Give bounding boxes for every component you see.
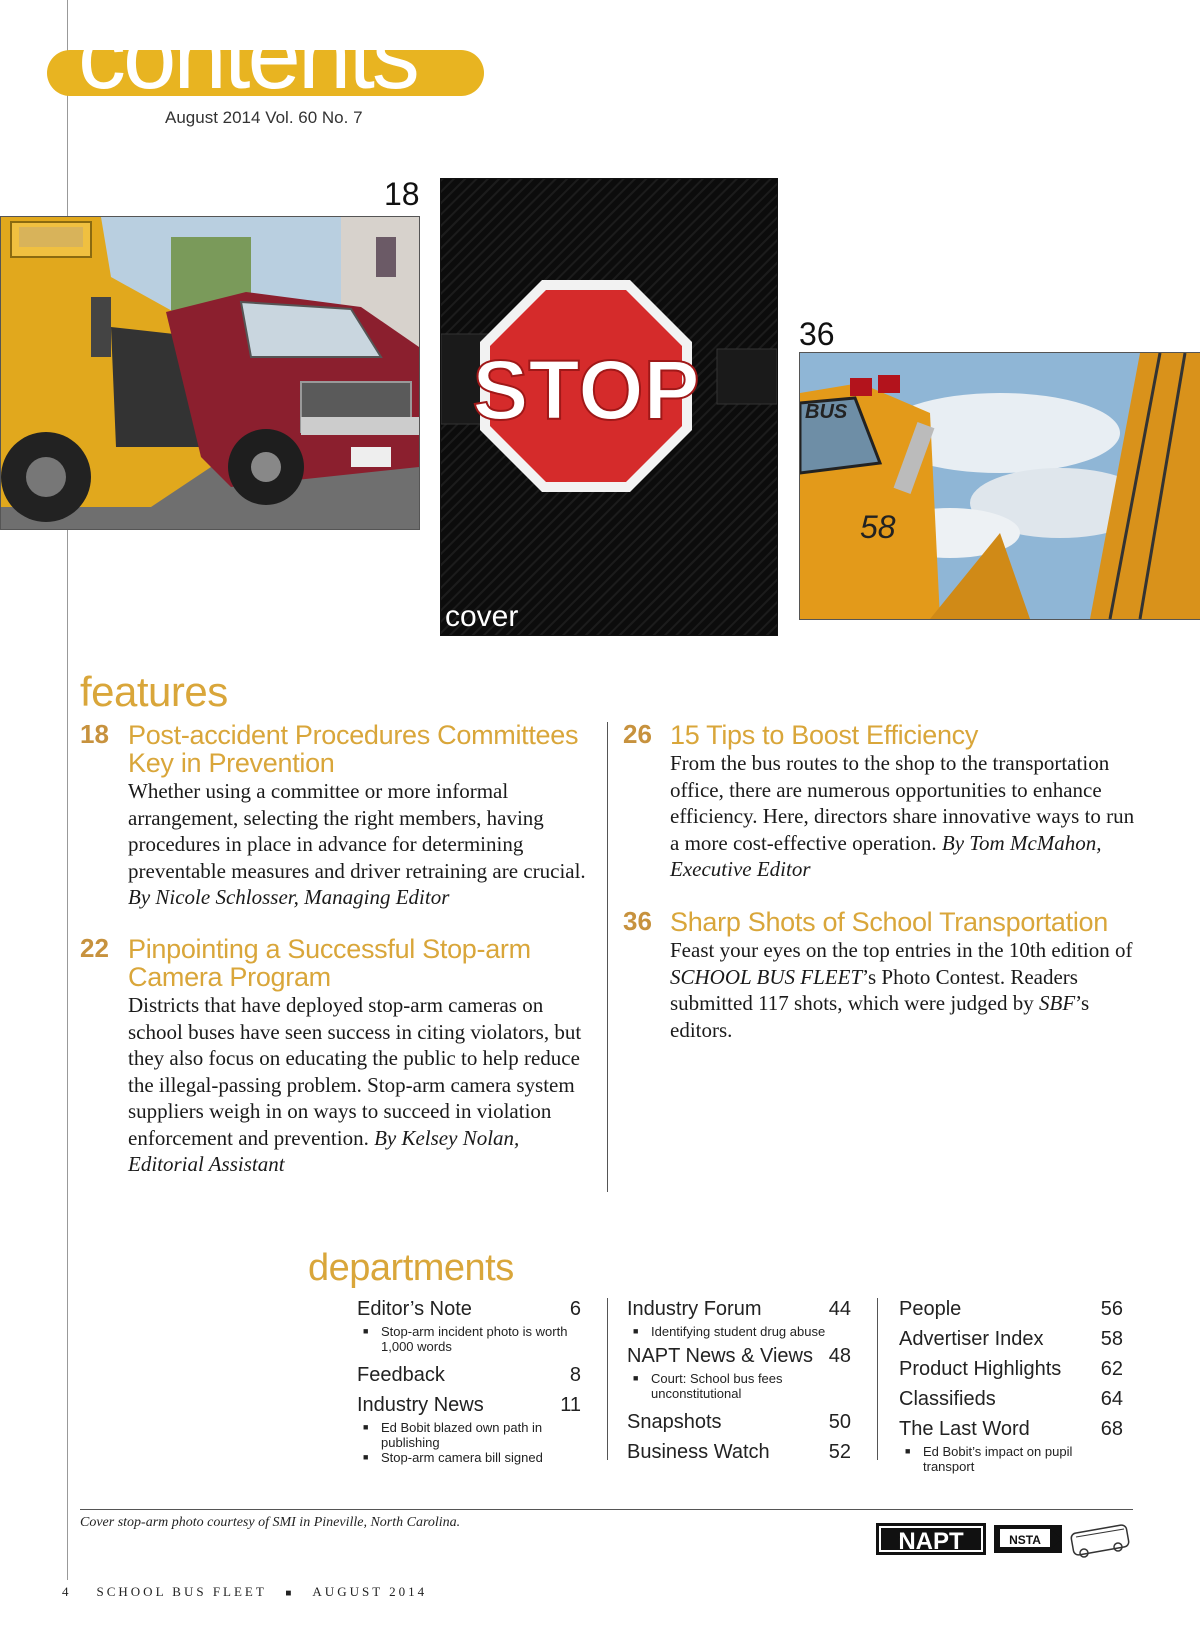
issue-info: August 2014 Vol. 60 No. 7 — [165, 108, 363, 127]
dept-name: Classifieds — [899, 1388, 996, 1410]
dept-classifieds[interactable] — [899, 1388, 1123, 1414]
dept-editors-note[interactable] — [357, 1298, 581, 1324]
feature-36-body-part3: ’s editors. — [670, 991, 1090, 1042]
feature-26-title[interactable]: 15 Tips to Boost Efficiency — [670, 720, 979, 750]
feature-36-title[interactable]: Sharp Shots of School Transportation — [670, 907, 1108, 937]
dept-page: 68 — [1100, 1418, 1123, 1440]
departments-heading: departments — [308, 1247, 514, 1289]
dept-name: People — [899, 1298, 962, 1320]
cover-label: cover — [445, 600, 519, 633]
dept-divider-1 — [607, 1298, 608, 1460]
dept-business-watch[interactable] — [627, 1441, 851, 1467]
association-logos — [876, 1519, 1134, 1566]
feature-26-description — [670, 750, 1140, 883]
dept-page: 64 — [1100, 1388, 1123, 1410]
cover-image — [440, 178, 778, 636]
dept-snapshots[interactable] — [627, 1411, 851, 1437]
bus-sky-photo — [799, 352, 1200, 620]
departments-column-2 — [627, 1298, 851, 1467]
feature-36-description — [670, 937, 1140, 1043]
dept-page: 56 — [1100, 1298, 1123, 1320]
feature-36-number: 36 — [623, 906, 652, 936]
features-heading: features — [80, 668, 228, 715]
dept-name: Advertiser Index — [899, 1328, 1044, 1350]
feature-26-body: From the bus routes to the shop to the transportation office, there are numerous opportunities to enhance efficiency. Here, directors share innovative ways to run a more cost-effective operation. — [670, 751, 1135, 855]
departments-column-3 — [899, 1298, 1123, 1474]
dept-sub-item: ■ Identifying student drug abuse — [627, 1324, 851, 1339]
nsta-logo: NSTA — [1009, 1533, 1041, 1547]
bottom-rule — [80, 1509, 1133, 1510]
feature-22-byline: By Kelsey Nolan, Editorial Assistant — [128, 1125, 520, 1176]
dept-napt-news[interactable] — [627, 1345, 851, 1371]
feature-26-byline: By Tom McMahon, Executive Editor — [670, 830, 1102, 881]
dept-name: NAPT News & Views — [627, 1345, 813, 1367]
feature-column-divider — [607, 722, 608, 1192]
dept-page: 62 — [1100, 1358, 1123, 1380]
dept-name: Snapshots — [627, 1411, 722, 1433]
dept-sub-item: ■ Stop-arm camera bill signed — [357, 1450, 581, 1465]
feature-26-number: 26 — [623, 719, 652, 749]
dept-name: Industry Forum — [627, 1298, 762, 1320]
right-image-page-number: 36 — [799, 316, 835, 352]
dept-page: 48 — [828, 1345, 851, 1367]
dept-page: 58 — [1100, 1328, 1123, 1350]
dept-name: Industry News — [357, 1394, 484, 1416]
page-footer — [62, 1584, 427, 1600]
feature-18-number: 18 — [80, 719, 109, 749]
dept-name: The Last Word — [899, 1418, 1030, 1440]
napt-logo: NAPT — [898, 1528, 964, 1555]
dept-people[interactable] — [899, 1298, 1123, 1324]
cover-credit: Cover stop-arm photo courtesy of SMI in Pineville, North Carolina. — [80, 1515, 461, 1530]
bus-label-text: BUS — [805, 401, 848, 423]
accident-photo — [0, 216, 420, 530]
feature-22-description — [128, 992, 590, 1178]
feature-36-body-part1: Feast your eyes on the top entries in the 10th edition of — [670, 938, 1133, 962]
feature-36-magazine-name: SCHOOL BUS FLEET — [670, 964, 863, 989]
feature-22-number: 22 — [80, 933, 109, 963]
feature-18-body: Whether using a committee or more informal arrangement, selecting the right members, having procedures in place in advance for determining preventable measures and driver retraining are crucial. — [128, 779, 586, 883]
feature-22-title[interactable]: Pinpointing a Successful Stop-arm Camera Program — [128, 934, 531, 992]
footer-magazine-name: SCHOOL BUS FLEET — [96, 1584, 267, 1599]
dept-industry-news[interactable] — [357, 1394, 581, 1420]
footer-separator: ■ — [285, 1588, 295, 1599]
dept-page: 11 — [560, 1394, 581, 1416]
dept-page: 8 — [569, 1364, 581, 1386]
dept-last-word[interactable] — [899, 1418, 1123, 1444]
feature-22-body: Districts that have deployed stop-arm cameras on school buses have seen success in citing violators, but they also focus on educating the public to help reduce the illegal-passing problem. Stop-arm camera system suppliers weigh in on ways to succeed in violation enforcement and prevention. — [128, 993, 582, 1150]
dept-industry-forum[interactable] — [627, 1298, 851, 1324]
dept-product-highlights[interactable] — [899, 1358, 1123, 1384]
dept-name: Feedback — [357, 1364, 445, 1386]
dept-name: Editor’s Note — [357, 1298, 472, 1320]
dept-name: Business Watch — [627, 1441, 770, 1463]
departments-column-1 — [357, 1298, 581, 1465]
dept-sub-item: ■ Stop-arm incident photo is worth 1,000 words — [357, 1324, 581, 1354]
dept-sub-item: ■ Ed Bobit’s impact on pupil transport — [899, 1444, 1123, 1474]
dept-advertiser-index[interactable] — [899, 1328, 1123, 1354]
dept-sub-item: ■ Court: School bus fees unconstitutional — [627, 1371, 851, 1401]
dept-sub-item: ■ Ed Bobit blazed own path in publishing — [357, 1420, 581, 1450]
dept-page: 6 — [569, 1298, 581, 1320]
bus-number-text: 58 — [860, 509, 896, 545]
dept-page: 44 — [828, 1298, 851, 1320]
footer-page-number: 4 — [62, 1584, 72, 1599]
footer-date: AUGUST 2014 — [312, 1584, 428, 1599]
feature-36-sbf: SBF — [1039, 991, 1076, 1015]
dept-page: 50 — [828, 1411, 851, 1433]
feature-18-byline: By Nicole Schlosser, Managing Editor — [128, 885, 450, 909]
stop-sign-text: STOP — [472, 343, 700, 437]
feature-18-title[interactable]: Post-accident Procedures Committees Key in Prevention — [128, 720, 579, 778]
dept-feedback[interactable] — [357, 1364, 581, 1390]
dept-name: Product Highlights — [899, 1358, 1062, 1380]
left-image-page-number: 18 — [384, 176, 420, 212]
dept-divider-2 — [877, 1298, 878, 1460]
feature-18-description — [128, 778, 590, 911]
bus-line-art-icon — [1071, 1524, 1130, 1557]
dept-page: 52 — [828, 1441, 851, 1463]
page-title: contents — [78, 2, 417, 109]
feature-36-body-part2: ’s Photo Contest. Readers submitted 117 shots, which were judged by — [670, 964, 1078, 1015]
